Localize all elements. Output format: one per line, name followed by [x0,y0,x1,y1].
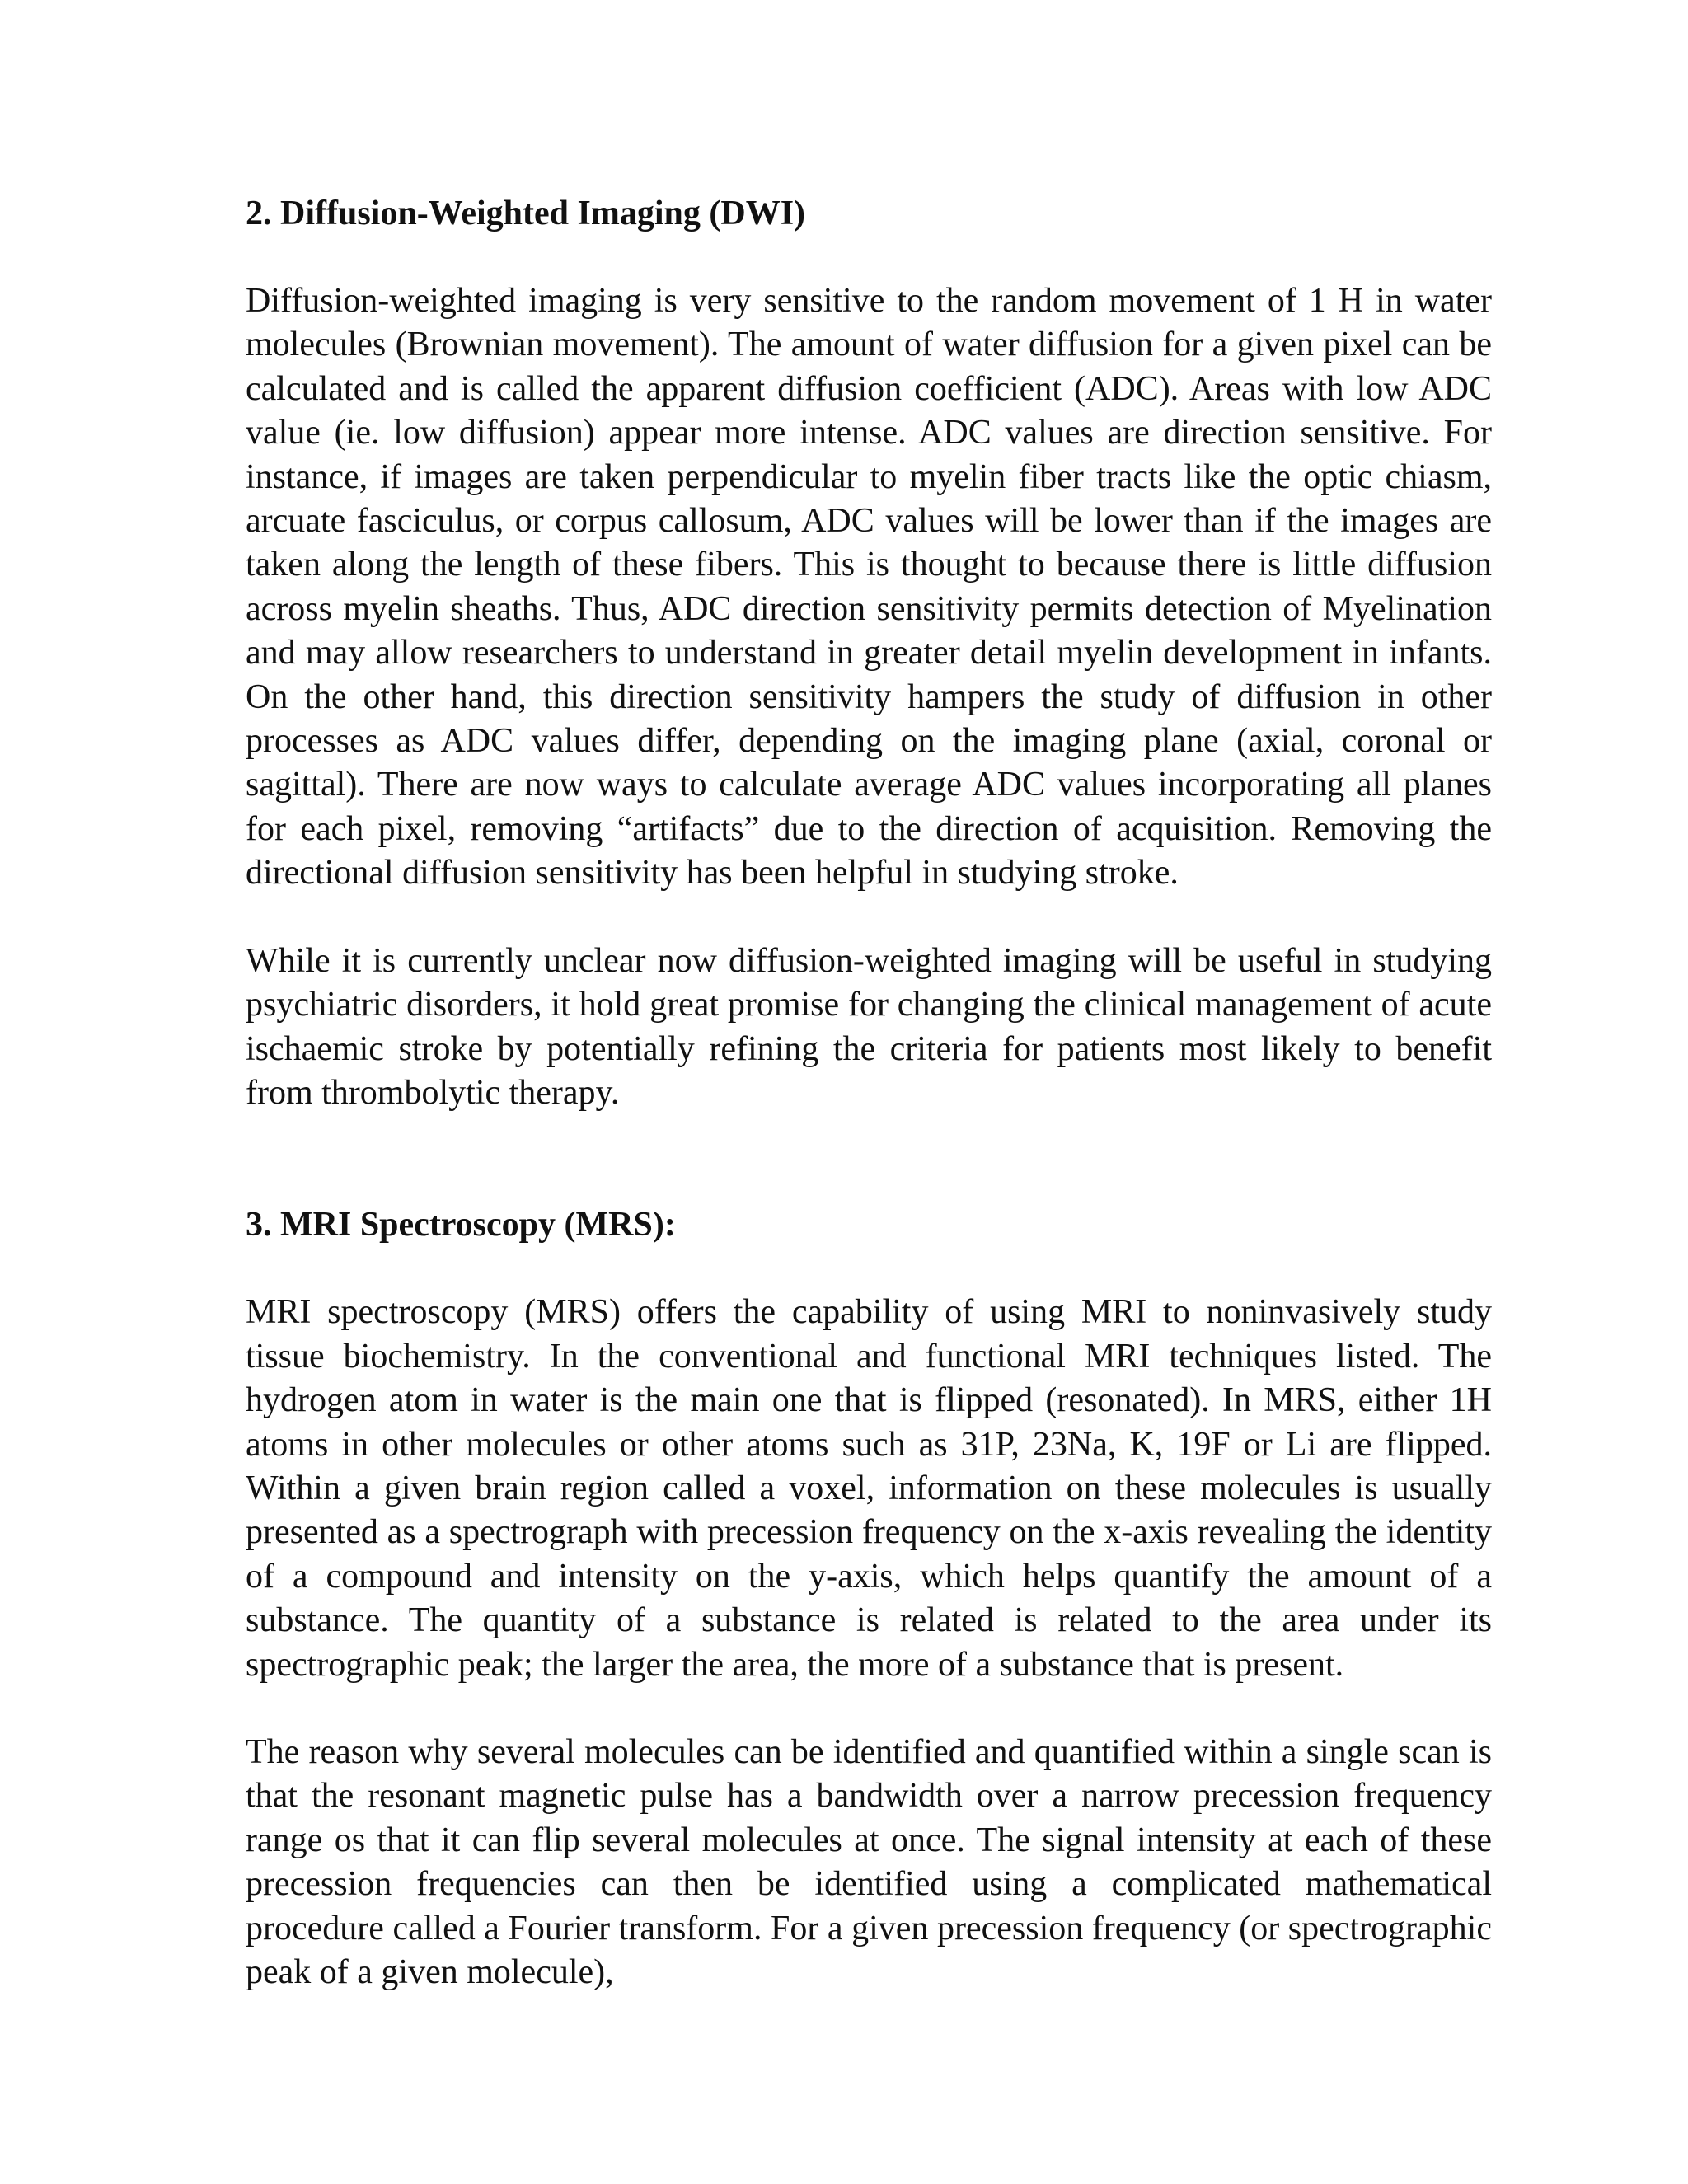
spacer [246,236,1492,279]
spacer [246,896,1492,940]
spacer [246,1687,1492,1731]
section-heading-dwi: 2. Diffusion-Weighted Imaging (DWI) [246,194,806,232]
paragraph-mrs-1: MRI spectroscopy (MRS) offers the capability of using MRI to noninvasively study tissue biochemistry. In the conventional and functional MRI techniques listed. The hydrogen atom in water is the main one that is flipped (resonated). In MRS, either 1H atoms in other molecules or other atoms such as 31P, 23Na, K, 19F or Li are flipped. Within a given brain region called a voxel, information on these molecules is usually presented as a spectrograph with precession frequency on the x-axis revealing the identity of a compound and intensity on the y-axis, which helps quantify the amount of a substance. The quantity of a substance is related is related to the area under its spectrographic peak; the larger the area, the more of a substance that is present. [246,1293,1492,1684]
spacer [246,1115,1492,1202]
document-page [246,191,1492,1994]
paragraph-dwi-1: Diffusion-weighted imaging is very sensitive to the random movement of 1 H in water molecules (Brownian movement). The amount of water diffusion for a given pixel can be calculated and is called the apparent diffusion coefficient (ADC). Areas with low ADC value (ie. low diffusion) appear more intense. ADC values are direction sensitive. For instance, if images are taken perpendicular to myelin fiber tracts like the optic chiasm, arcuate fasciculus, or corpus callosum, ADC values will be lower than if the images are taken along the length of these fibers. This is thought to because there is little diffusion across myelin sheaths. Thus, ADC direction sensitivity permits detection of Myelination and may allow researchers to understand in greater detail myelin development in infants. On the other hand, this direction sensitivity hampers the study of diffusion in other processes as ADC values differ, depending on the imaging plane (axial, coronal or sagittal). There are now ways to calculate average ADC values incorporating all planes for each pixel, removing “artifacts” due to the direction of acquisition. Removing the directional diffusion sensitivity has been helpful in studying stroke. [246,282,1492,893]
paragraph-dwi-2: While it is currently unclear now diffusion-weighted imaging will be useful in studying psychiatric disorders, it hold great promise for changing the clinical management of acute ischaemic stroke by potentially refining the criteria for patients most likely to benefit from thrombolytic therapy. [246,941,1492,1112]
section-heading-mrs: 3. MRI Spectroscopy (MRS): [246,1206,676,1244]
paragraph-mrs-2: The reason why several molecules can be identified and quantified within a single scan is that the resonant magnetic pulse has a bandwidth over a narrow precession frequency range os that it can flip several molecules at once. The signal intensity at each of these precession frequencies can then be identified using a complicated mathematical procedure called a Fourier transform. For a given precession frequency (or spectrographic peak of a given molecule), [246,1732,1492,1991]
spacer [246,1247,1492,1291]
